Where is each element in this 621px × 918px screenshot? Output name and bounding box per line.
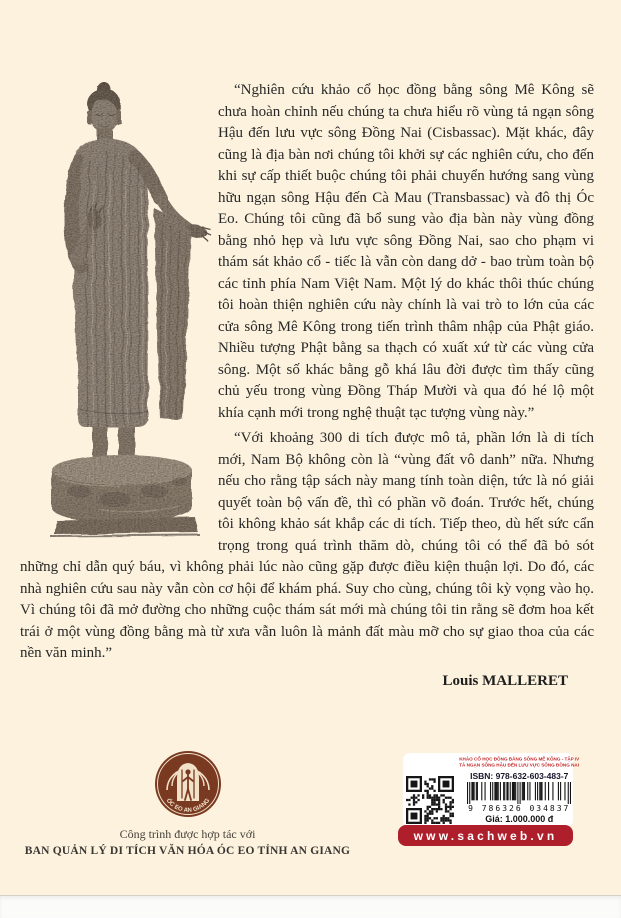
- website-url: www.sachweb.vn: [413, 828, 558, 843]
- buddha-statue-photo: [20, 80, 217, 540]
- scan-edge-strip: [0, 895, 621, 918]
- partner-caption: Công trình được hợp tác với: [119, 827, 256, 841]
- oc-eo-an-giang-logo-icon: [154, 750, 222, 818]
- qr-code: [406, 755, 454, 825]
- website-banner: [398, 825, 573, 846]
- isbn-number: ISBN: 978-632-603-483-7: [470, 771, 569, 781]
- isbn-info: [454, 755, 584, 825]
- book-title-line2: TẢ NGẠN SÔNG HẬU ĐẾN LƯU VỰC SÔNG ĐỒNG NAI: [459, 763, 580, 769]
- partner-organization: BAN QUẢN LÝ DI TÍCH VĂN HÓA ÓC EO TỈNH AN GIANG: [24, 845, 351, 857]
- oc-eo-an-giang-logo: [154, 750, 222, 823]
- book-title-line1: KHẢO CỔ HỌC ĐỒNG BẰNG SÔNG MÊ KÔNG - TẬP IV: [459, 757, 580, 763]
- ean13-barcode-icon: [467, 782, 571, 804]
- logo-text: ÓC EO AN GIANG: [164, 797, 211, 814]
- quote-paragraph-2: “Với khoảng 300 di tích được mô tả, phần lớn là di tích mới, Nam Bộ không còn là “vùng đất vô danh” nữa. Nhưng nếu cho rằng tập sách này mang tính toàn diện, tức là nó giải quyết toàn bộ vấn đề, thì có phần võ đoán. Trước hết, chúng tôi không khảo sát khắp các di tích. Tiếp theo, dù hết sức cẩn trọng trong quá trình thăm dò, chúng tôi có thể đã bỏ sót những chỉ dẫn quý báu, vì không phải lúc nào cũng gặp được điều kiện thuận lợi. Do đó, các nhà nghiên cứu sau này vẫn còn cơ hội để khám phá. Suy cho cùng, chúng tôi kỳ vọng vào họ. Vì chúng tôi đã mở đường cho những cuộc thám sát mới mà chúng tôi tin rằng sẽ đơm hoa kết trái ở một vùng đồng bằng mà từ xưa vẫn luôn là mảnh đất màu mỡ cho sự giao thoa của các nền văn minh.”: [20, 430, 594, 661]
- quote-section: [20, 80, 594, 690]
- isbn-card: [403, 753, 580, 827]
- price-sticker: [398, 753, 580, 846]
- quote-author: Louis MALLERET: [442, 672, 568, 689]
- qr-code-icon: [406, 776, 454, 824]
- quote-paragraph-1: “Nghiên cứu khảo cổ học đồng bằng sông Mê Kông sẽ chưa hoàn chỉnh nếu chúng ta chưa hiểu rõ vùng tả ngạn sông Hậu đến lưu vực sông Đồng Nai (Cisbassac). Mặt khác, đây cũng là địa bàn nơi chúng tôi khởi sự các nghiên cứu, cho đến khi sự cấp thiết buộc chúng tôi phải chuyển hướng sang vùng hữu ngạn sông Hậu đến Cà Mau (Transbassac) và đô thị Óc Eo. Chúng tôi cũng đã bổ sung vào địa bàn này vùng đồng bằng nhỏ hẹp và lưu vực sông Đồng Nai, sao cho phạm vi thám sát khảo cổ - tiếc là vẫn còn dang dở - bao trùm toàn bộ các tỉnh phía Nam Việt Nam. Một lý do khác thôi thúc chúng tôi hoàn thiện nghiên cứu này chính là vai trò to lớn của các cửa sông Mê Kông trong tiến trình thâm nhập của Phật giáo. Nhiều tượng Phật bằng sa thạch có xuất xứ từ các vùng cửa sông. Một số khác bằng gỗ khá lâu đời được tìm thấy cũng chủ yếu trong vùng Đồng Tháp Mười và qua đó hé lộ một khía cạnh mới trong nghệ thuật tạc tượng vùng này.”: [218, 82, 594, 421]
- price-label: Giá: 1.000.000 đ: [485, 814, 554, 824]
- barcode-digits: 9 786326 034837: [468, 804, 571, 813]
- partner-block: [5, 750, 370, 857]
- standing-buddha-statue-illustration: [20, 80, 217, 540]
